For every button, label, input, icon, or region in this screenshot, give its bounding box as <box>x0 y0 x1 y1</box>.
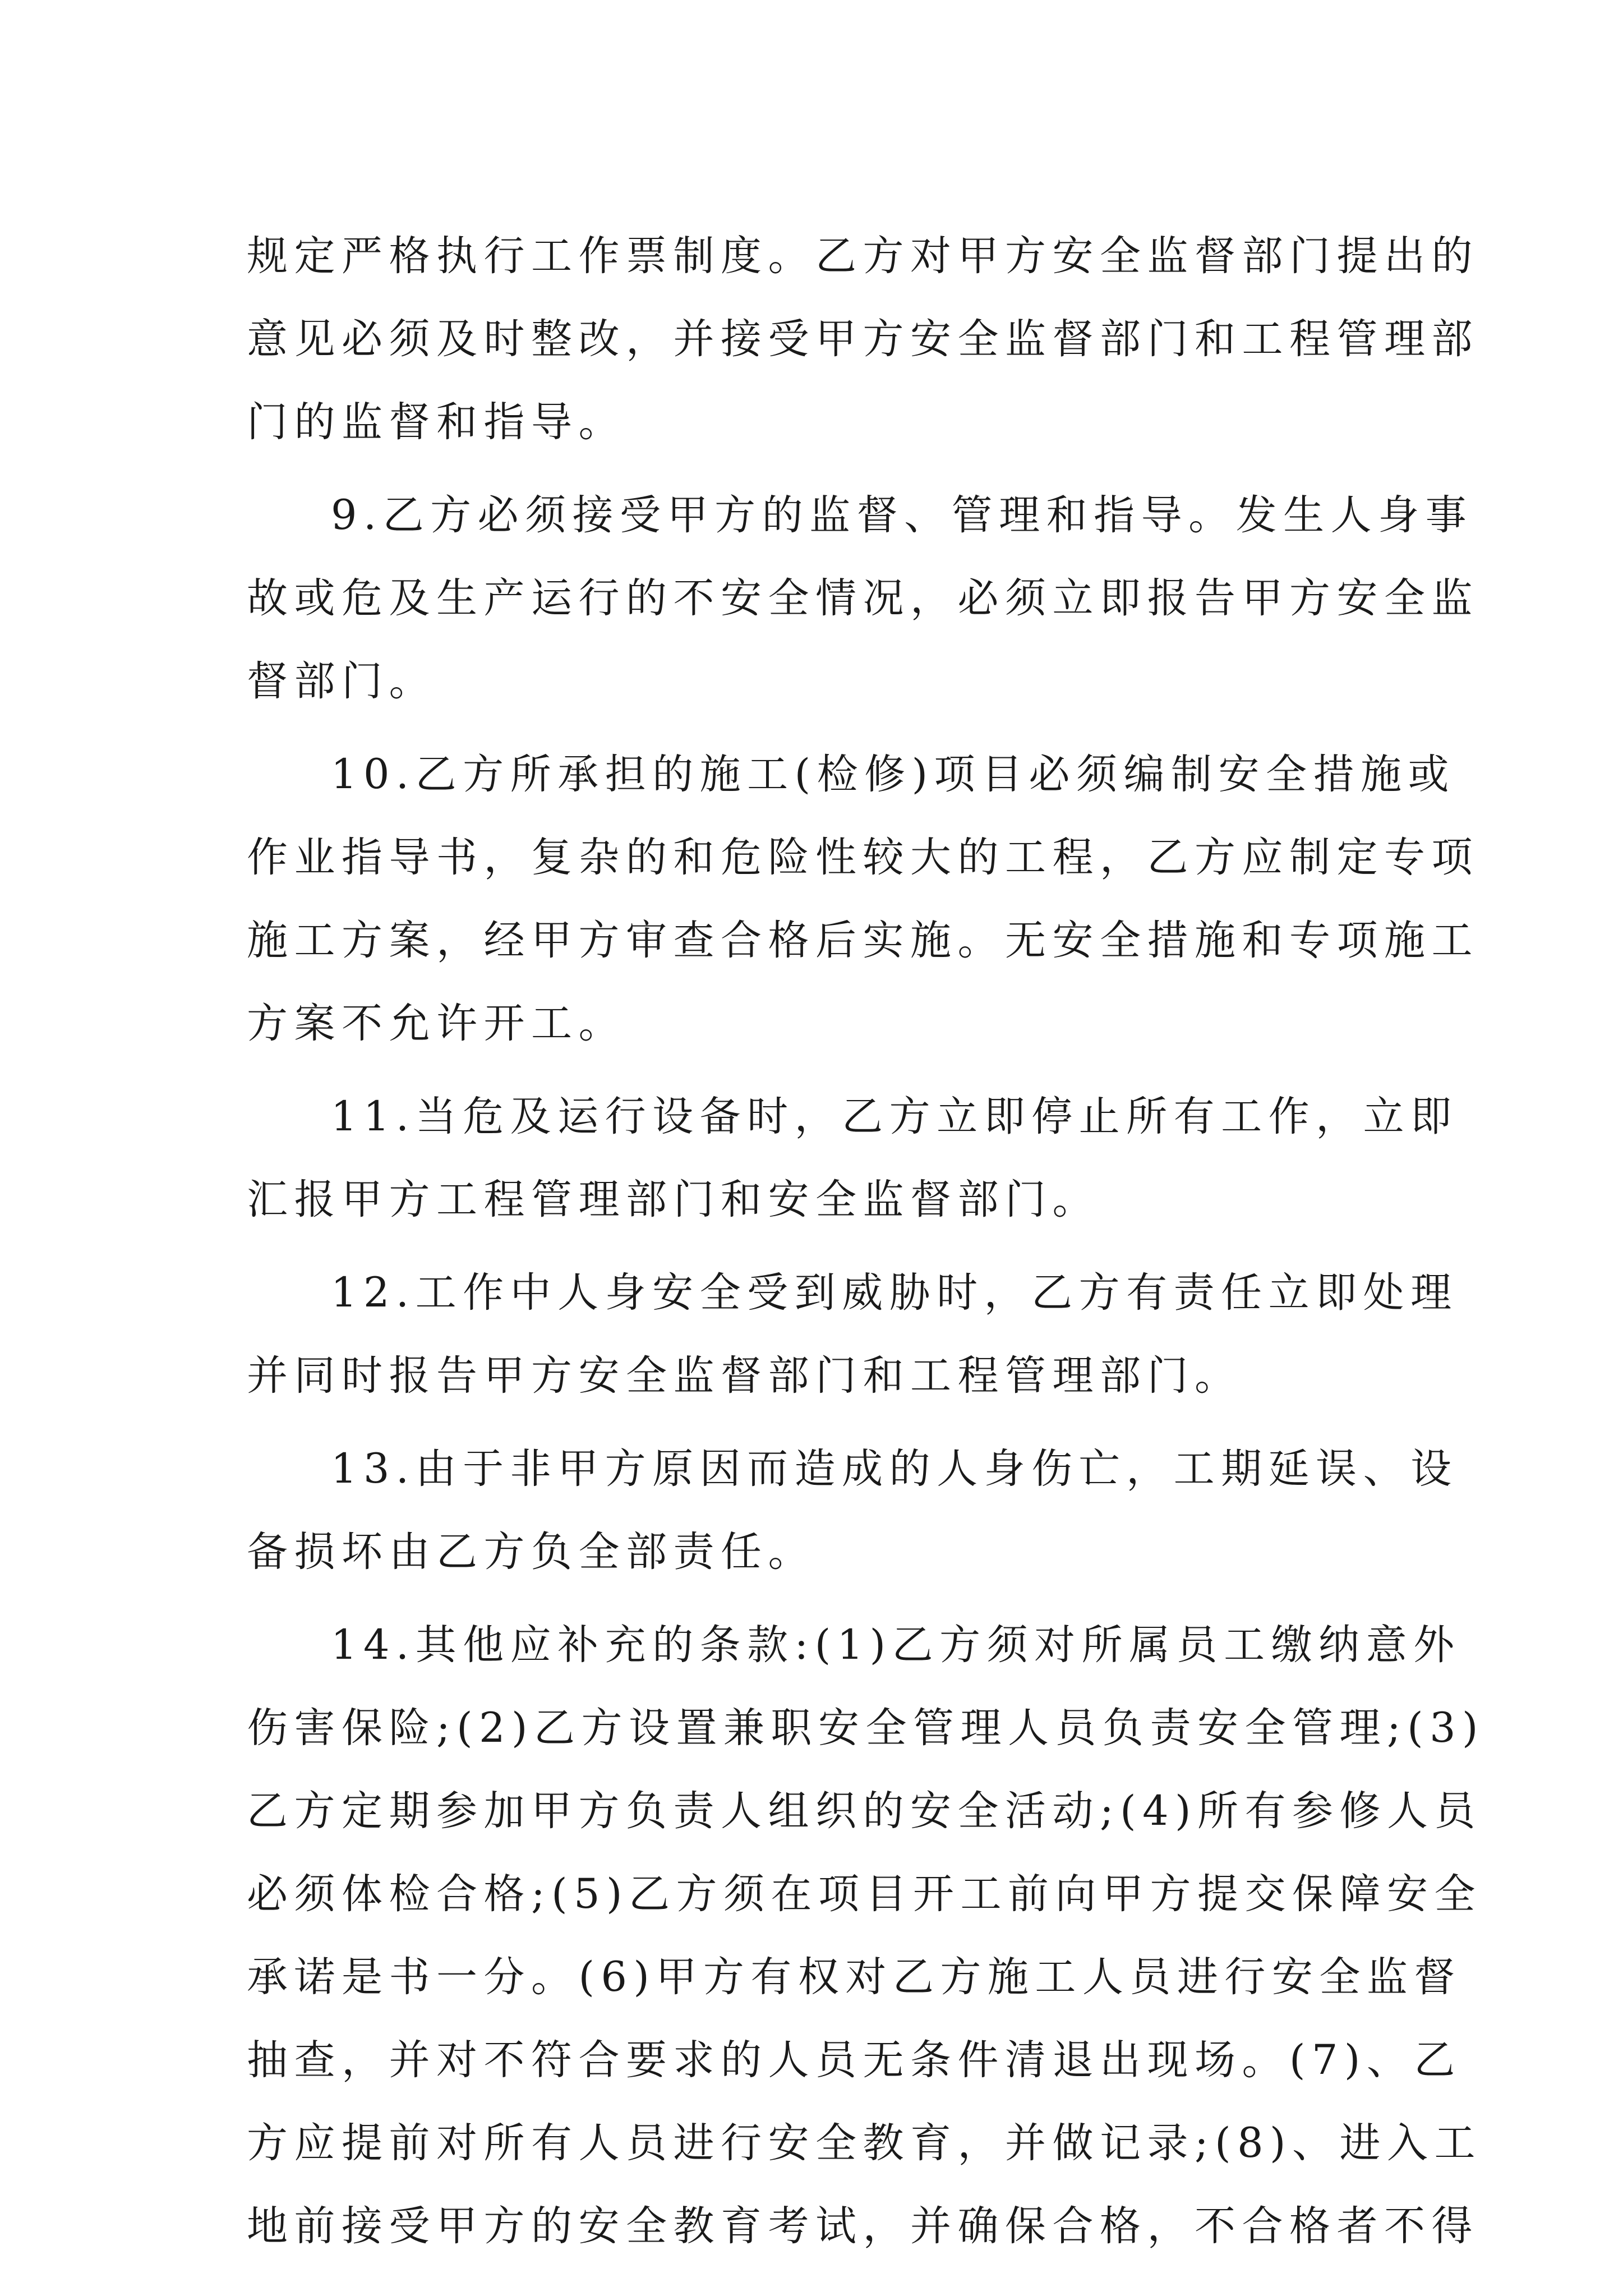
text-line: 备损坏由乙方负全部责任。 <box>247 1528 815 1576</box>
text-line: 汇报甲方工程管理部门和安全监督部门。 <box>247 1176 1100 1223</box>
text-line: 作业指导书，复杂的和危险性较大的工程，乙方应制定专项 <box>247 834 1479 881</box>
text-line: 规定严格执行工作票制度。乙方对甲方安全监督部门提出的 <box>247 232 1479 280</box>
text-line: 12.工作中人身安全受到威胁时，乙方有责任立即处理 <box>331 1269 1458 1317</box>
text-line: 并同时报告甲方安全监督部门和工程管理部门。 <box>247 1352 1242 1400</box>
text-line: 方应提前对所有人员进行安全教育，并做记录;(8)、进入工 <box>247 2119 1482 2167</box>
text-line: 督部门。 <box>247 657 436 705</box>
paragraph-item-12 <box>247 1251 1458 1418</box>
paragraph-item-11 <box>247 1075 1458 1241</box>
paragraph-item-9 <box>247 474 1479 723</box>
paragraph-item-13 <box>247 1428 1458 1594</box>
text-line: 地前接受甲方的安全教育考试，并确保合格，不合格者不得 <box>247 2202 1479 2250</box>
text-line: 14.其他应补充的条款:(1)乙方须对所属员工缴纳意外 <box>331 1621 1461 1669</box>
text-line: 必须体检合格;(5)乙方须在项目开工前向甲方提交保障安全 <box>247 1870 1482 1918</box>
paragraph-continuation <box>247 215 1479 464</box>
text-line: 方案不允许开工。 <box>247 1000 626 1047</box>
text-line: 抽查，并对不符合要求的人员无条件清退出现场。(7)、乙 <box>247 2036 1461 2084</box>
paragraph-item-10 <box>247 733 1479 1065</box>
text-line: 施工方案，经甲方审查合格后实施。无安全措施和专项施工 <box>247 917 1479 964</box>
text-line: 乙方定期参加甲方负责人组织的安全活动;(4)所有参修人员 <box>247 1787 1482 1835</box>
text-line: 承诺是书一分。(6)甲方有权对乙方施工人员进行安全监督 <box>247 1953 1461 2001</box>
text-line: 伤害保险;(2)乙方设置兼职安全管理人员负责安全管理;(3) <box>247 1704 1484 1752</box>
text-line: 10.乙方所承担的施工(检修)项目必须编制安全措施或 <box>331 751 1456 798</box>
text-line: 门的监督和指导。 <box>247 398 626 446</box>
document-page <box>247 215 1484 2278</box>
text-line: 故或危及生产运行的不安全情况，必须立即报告甲方安全监 <box>247 574 1479 622</box>
text-line: 意见必须及时整改，并接受甲方安全监督部门和工程管理部 <box>247 315 1479 363</box>
text-line: 11.当危及运行设备时，乙方立即停止所有工作，立即 <box>331 1093 1458 1140</box>
text-line: 9.乙方必须接受甲方的监督、管理和指导。发生人身事 <box>331 491 1473 539</box>
text-line: 13.由于非甲方原因而造成的人身伤亡，工期延误、设 <box>331 1445 1458 1493</box>
paragraph-item-14 <box>247 1604 1484 2268</box>
